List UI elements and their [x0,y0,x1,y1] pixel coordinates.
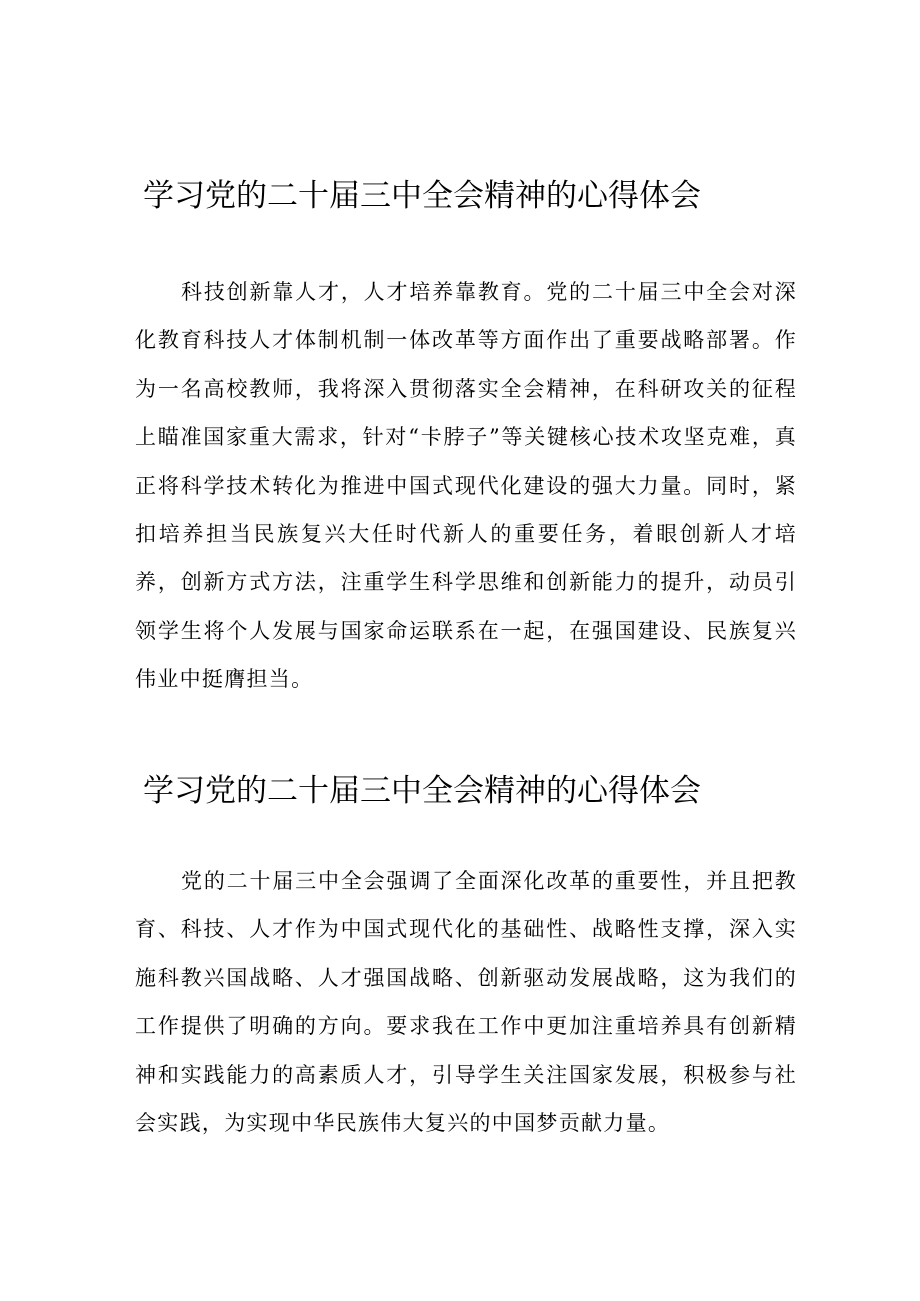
section-paragraph: 党的二十届三中全会强调了全面深化改革的重要性，并且把教育、科技、人才作为中国式现代化的基础性、战略性支撑，深入实施科教兴国战略、人才强国战略、创新驱动发展战略，这为我们的工作提供了明确的方向。要求我在工作中更加注重培养具有创新精神和实践能力的高素质人才，引导学生关注国家发展，积极参与社会实践，为实现中华民族伟大复兴的中国梦贡献力量。 [135,869,797,1136]
section-title: 学习党的二十届三中全会精神的心得体会 [143,178,701,214]
article-section-1 [0,170,920,692]
article-section-2 [0,765,920,1136]
section-title: 学习党的二十届三中全会精神的心得体会 [143,773,701,809]
section-paragraph: 科技创新靠人才，人才培养靠教育。党的二十届三中全会对深化教育科技人才体制机制一体改革等方面作出了重要战略部署。作为一名高校教师，我将深入贯彻落实全会精神，在科研攻关的征程上瞄准国家重大需求，针对“卡脖子”等关键核心技术攻坚克难，真正将科学技术转化为推进中国式现代化建设的强大力量。同时，紧扣培养担当民族复兴大任时代新人的重要任务，着眼创新人才培养，创新方式方法，注重学生科学思维和创新能力的提升，动员引领学生将个人发展与国家命运联系在一起，在强国建设、民族复兴伟业中挺膺担当。 [135,280,797,692]
